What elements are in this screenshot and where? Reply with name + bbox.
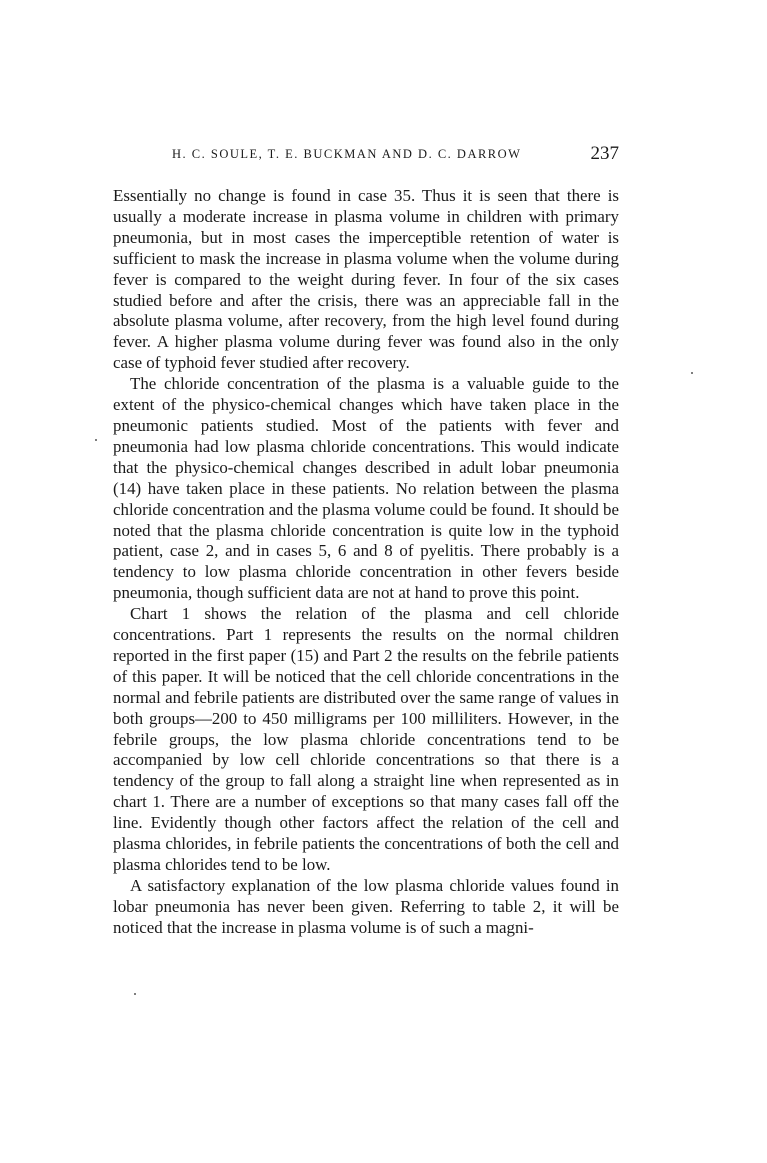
paragraph-2: The chloride concentration of the plasma is a valuable guide to the extent of the physico-chemical changes which have taken place in the pneumonic patients studied. Most of the patients with fever and pneumonia had low plasma chloride concentrations. This would indicate that the physico-chemical changes described in adult lobar pneumonia (14) have taken place in these patients. No relation between the plasma chloride concentration and the plasma volume could be found. It should be noted that the plasma chloride concentration is quite low in the typhoid patient, case 2, and in cases 5, 6 and 8 of pyelitis. There probably is a tendency to low plasma chloride concentration in other fevers beside pneumonia, though sufficient data are not at hand to prove this point. [113, 374, 619, 603]
running-head-authors: H. C. SOULE, T. E. BUCKMAN AND D. C. DARROW [172, 147, 522, 161]
running-head [113, 143, 619, 169]
stray-mark [134, 993, 136, 995]
paragraph-1: Essentially no change is found in case 35. Thus it is seen that there is usually a moderate increase in plasma volume in children with primary pneumonia, but in most cases the imperceptible retention of water is sufficient to mask the increase in plasma volume when the volume during fever is compared to the weight during fever. In four of the six cases studied before and after the crisis, there was an appreciable fall in the absolute plasma volume, after recovery, from the high level found during fever. A higher plasma volume during fever was found also in the only case of typhoid fever studied after recovery. [113, 186, 619, 373]
paragraph-3: Chart 1 shows the relation of the plasma and cell chloride concentrations. Part 1 represents the results on the normal children reported in the first paper (15) and Part 2 the results on the febrile patients of this paper. It will be noticed that the cell chloride concentrations in the normal and febrile patients are distributed over the same range of values in both groups—200 to 450 milligrams per 100 milliliters. However, in the febrile groups, the low plasma chloride concentrations tend to be accompanied by low cell chloride concentrations so that there is a tendency of the group to fall along a straight line when represented as in chart 1. There are a number of exceptions so that many cases fall off the line. Evidently though other factors affect the relation of the cell and plasma chlorides, in febrile patients the concentrations of both the cell and plasma chlorides tend to be low. [113, 604, 619, 874]
page-number: 237 [590, 143, 619, 164]
paragraph-4: A satisfactory explanation of the low plasma chloride values found in lobar pneumonia has never been given. Referring to table 2, it will be noticed that the increase in plasma volume is of such a magni- [113, 875, 619, 937]
stray-mark [691, 372, 693, 374]
stray-mark [95, 439, 97, 441]
body-text [113, 186, 619, 939]
